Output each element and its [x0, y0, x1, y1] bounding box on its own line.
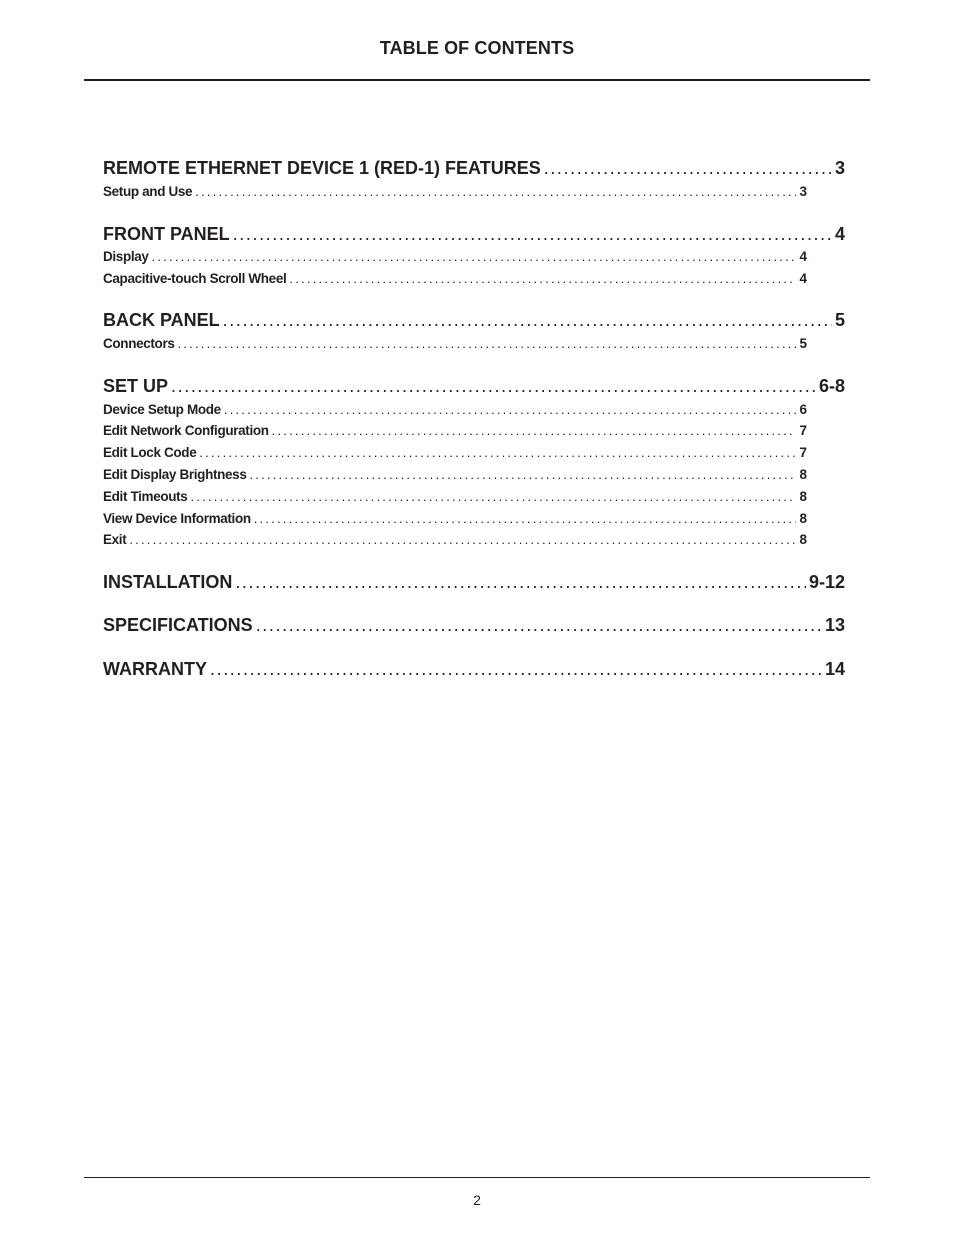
toc-item-title: Connectors [103, 336, 175, 351]
toc-item-capacitive-touch-scroll-wheel[interactable] [103, 270, 807, 288]
dot-leader [210, 657, 822, 681]
toc-section-page: 4 [834, 224, 845, 244]
dot-leader [223, 308, 832, 332]
toc-item-setup-and-use[interactable] [103, 183, 807, 201]
toc-item-page: 3 [799, 184, 807, 199]
toc-section-installation[interactable] [103, 570, 845, 594]
header-divider [84, 79, 870, 81]
toc-item-edit-display-brightness[interactable] [103, 466, 807, 484]
dot-leader [129, 531, 796, 549]
toc-item-device-setup-mode[interactable] [103, 401, 807, 419]
dot-leader [171, 374, 816, 398]
toc-item-exit[interactable] [103, 531, 807, 549]
dot-leader [199, 444, 796, 462]
toc-item-page: 4 [799, 249, 807, 264]
dot-leader [233, 222, 832, 246]
toc-item-page: 4 [799, 271, 807, 286]
toc-section-title: SET UP [103, 376, 169, 396]
footer-divider [84, 1177, 870, 1178]
dot-leader [224, 401, 797, 419]
toc-section-specifications[interactable] [103, 613, 845, 637]
toc-section-set-up[interactable] [103, 374, 845, 398]
dot-leader [544, 156, 832, 180]
toc-section-page: 3 [834, 158, 845, 178]
toc-item-edit-network-configuration[interactable] [103, 422, 807, 440]
toc-item-connectors[interactable] [103, 335, 807, 353]
toc-item-edit-lock-code[interactable] [103, 444, 807, 462]
toc-item-title: Edit Timeouts [103, 489, 188, 504]
toc-section-title: FRONT PANEL [103, 224, 230, 244]
toc-item-page: 8 [799, 489, 807, 504]
toc-item-page: 7 [799, 423, 807, 438]
toc-item-title: View Device Information [103, 511, 251, 526]
toc-item-title: Edit Display Brightness [103, 467, 247, 482]
toc-item-display[interactable] [103, 248, 807, 266]
toc-section-title: SPECIFICATIONS [103, 615, 253, 635]
toc-item-title: Device Setup Mode [103, 402, 221, 417]
toc-section-page: 6-8 [818, 376, 845, 396]
toc-section-page: 14 [824, 659, 845, 679]
dot-leader [152, 248, 797, 266]
toc-item-title: Exit [103, 532, 127, 547]
toc-section-title: INSTALLATION [103, 572, 233, 592]
toc-item-page: 8 [799, 467, 807, 482]
dot-leader [256, 613, 822, 637]
toc-item-page: 8 [799, 511, 807, 526]
dot-leader [195, 183, 796, 201]
dot-leader [272, 422, 797, 440]
dot-leader [190, 488, 796, 506]
toc-section-page: 9-12 [808, 572, 845, 592]
toc-item-page: 6 [799, 402, 807, 417]
dot-leader [249, 466, 796, 484]
toc-section-red1-features[interactable] [103, 156, 845, 180]
toc-section-title: BACK PANEL [103, 310, 220, 330]
toc-item-title: Edit Network Configuration [103, 423, 269, 438]
toc-item-title: Edit Lock Code [103, 445, 197, 460]
toc-item-title: Capacitive-touch Scroll Wheel [103, 271, 287, 286]
toc-item-edit-timeouts[interactable] [103, 488, 807, 506]
toc-item-page: 7 [799, 445, 807, 460]
toc-item-title: Display [103, 249, 149, 264]
toc-section-title: WARRANTY [103, 659, 207, 679]
toc-section-front-panel[interactable] [103, 222, 845, 246]
toc-item-page: 5 [799, 336, 807, 351]
toc-section-page: 13 [824, 615, 845, 635]
page-title: TABLE OF CONTENTS [379, 38, 575, 58]
toc-item-title: Setup and Use [103, 184, 193, 199]
page-number: 2 [473, 1192, 481, 1208]
toc-section-warranty[interactable] [103, 657, 845, 681]
toc-section-title: REMOTE ETHERNET DEVICE 1 (RED-1) FEATURES [103, 158, 541, 178]
dot-leader [235, 570, 806, 594]
toc-item-view-device-information[interactable] [103, 510, 807, 528]
dot-leader [178, 335, 797, 353]
dot-leader [254, 510, 797, 528]
toc-item-page: 8 [799, 532, 807, 547]
toc-section-back-panel[interactable] [103, 308, 845, 332]
toc-section-page: 5 [834, 310, 845, 330]
dot-leader [289, 270, 796, 288]
